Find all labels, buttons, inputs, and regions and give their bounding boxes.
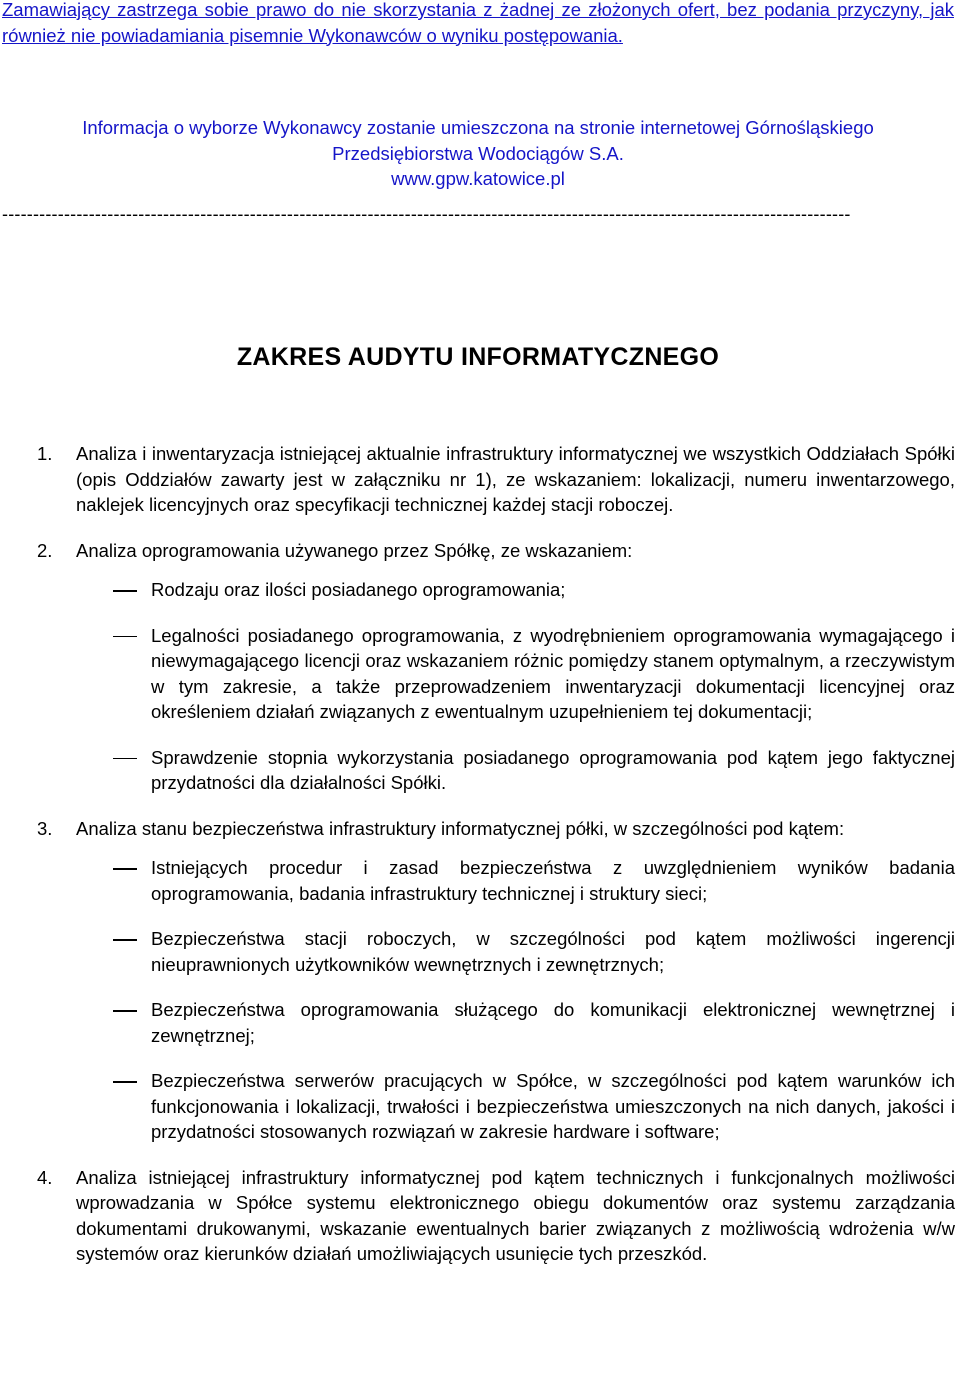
scope-item-2 — [37, 538, 955, 796]
sub-list-item — [37, 855, 955, 906]
sub-list-item — [37, 577, 955, 603]
scope-item-text: Analiza i inwentaryzacja istniejącej aktualnie infrastruktury informatycznej we wszystkich Oddziałach Spółki (opis Oddziałów zawarty jest w załączniku nr 1), ze wskazaniem: lokalizacji, numeru inwentarzowego, naklejek licencyjnych oraz specyfikacji technicznej każdej stacji roboczej. — [76, 443, 955, 515]
dash-bullet-icon — [37, 926, 151, 951]
sub-list-item-text: Bezpieczeństwa stacji roboczych, w szczególności pod kątem możliwości ingerencji nieuprawnionych użytkowników wewnętrznych i zewnętrznych; — [151, 928, 955, 975]
page-title: ZAKRES AUDYTU INFORMATYCZNEGO — [236, 343, 720, 371]
scope-item-number: 4. — [37, 1166, 53, 1188]
dash-bullet-icon — [37, 745, 151, 770]
scope-item-number: 3. — [37, 817, 53, 839]
audit-scope-list — [37, 441, 955, 1287]
scope-item-number: 1. — [37, 443, 53, 464]
sub-list-item-text: Rodzaju oraz ilości posiadanego oprogramowania; — [151, 579, 566, 600]
reservation-notice — [2, 0, 954, 48]
scope-item-body — [76, 816, 955, 1145]
reservation-notice-line-2: również nie powiadamiania pisemnie Wykonawców o wyniku postępowania. — [2, 24, 623, 46]
scope-item-number: 2. — [37, 539, 53, 561]
scope-item-3 — [37, 816, 955, 1145]
scope-item-text: Analiza oprogramowania używanego przez Spółkę, ze wskazaniem: — [76, 539, 633, 561]
dash-bullet-icon — [37, 1068, 151, 1093]
reservation-notice-line-1: Zamawiający zastrzega sobie prawo do nie skorzystania z żadnej ze złożonych ofert, bez podania przyczyny, jak — [2, 0, 954, 20]
sub-list-item — [37, 1068, 955, 1145]
sub-list-item-text: Sprawdzenie stopnia wykorzystania posiadanego oprogramowania pod kątem jego faktycznej przydatności dla działalności Spółki. — [151, 746, 955, 793]
scope-item-text: Analiza stanu bezpieczeństwa infrastruktury informatycznej półki, w szczególności pod kątem: — [76, 817, 845, 839]
sub-list-item-text: Bezpieczeństwa serwerów pracujących w Spółce, w szczególności pod kątem warunków ich funkcjonowania i lokalizacji, trwałości i bezpieczeństwa umieszczonych na nich danych, jakości i przydatności stosowanych rozwiązań w zakresie hardware i software; — [151, 1070, 955, 1142]
dash-bullet-icon — [37, 623, 151, 648]
sub-list-item-text: Bezpieczeństwa oprogramowania służącego do komunikacji elektronicznej wewnętrznej i zewnętrznej; — [151, 999, 955, 1046]
scope-item-4 — [37, 1165, 955, 1267]
website-link[interactable]: www.gpw.katowice.pl — [391, 168, 565, 189]
selection-info — [0, 115, 956, 192]
scope-item-1 — [37, 441, 955, 518]
sub-list-item — [37, 997, 955, 1048]
scope-item-body — [76, 538, 955, 796]
scope-item-text: Analiza istniejącej infrastruktury informatycznej pod kątem technicznych i funkcjonalnych możliwości wprowadzania w Spółce systemu elektronicznego obiegu dokumentów oraz systemu zarządzania dokumentami drukowanymi, wskazanie ewentualnych barier związanych z możliwością wdrożenia w/w systemów oraz kierunków działań umożliwiających usunięcie tych przeszkód. — [76, 1166, 955, 1264]
sub-list-item-text: Istniejących procedur i zasad bezpieczeństwa z uwzględnieniem wyników badania oprogramowania, badania infrastruktury technicznej i struktury sieci; — [151, 857, 955, 904]
dash-bullet-icon — [37, 577, 151, 602]
sub-list-item-text: Legalności posiadanego oprogramowania, z wyodrębnieniem oprogramowania wymagającego i niewymagającego licencji oraz wskazaniem różnic pomiędzy stanem optymalnym, a rzeczywistym w tym zakresie, a także przeprowadzeniem inwentaryzacji dokumentacji licencyjnej oraz określeniem działań związanych z ewentualnym uzupełnieniem tej dokumentacji; — [151, 624, 955, 722]
dashed-separator: ----------------------------------------------------------------------------------------------------------------------------------------- — [2, 204, 851, 224]
selection-info-line-1: Informacja o wyborze Wykonawcy zostanie umieszczona na stronie internetowej Górnośląskiego — [82, 117, 874, 138]
sub-list-item — [37, 623, 955, 725]
dash-bullet-icon — [37, 855, 151, 880]
dash-bullet-icon — [37, 997, 151, 1022]
selection-info-line-2: Przedsiębiorstwa Wodociągów S.A. — [332, 142, 624, 164]
sub-list-item — [37, 745, 955, 796]
sub-list-item — [37, 926, 955, 977]
